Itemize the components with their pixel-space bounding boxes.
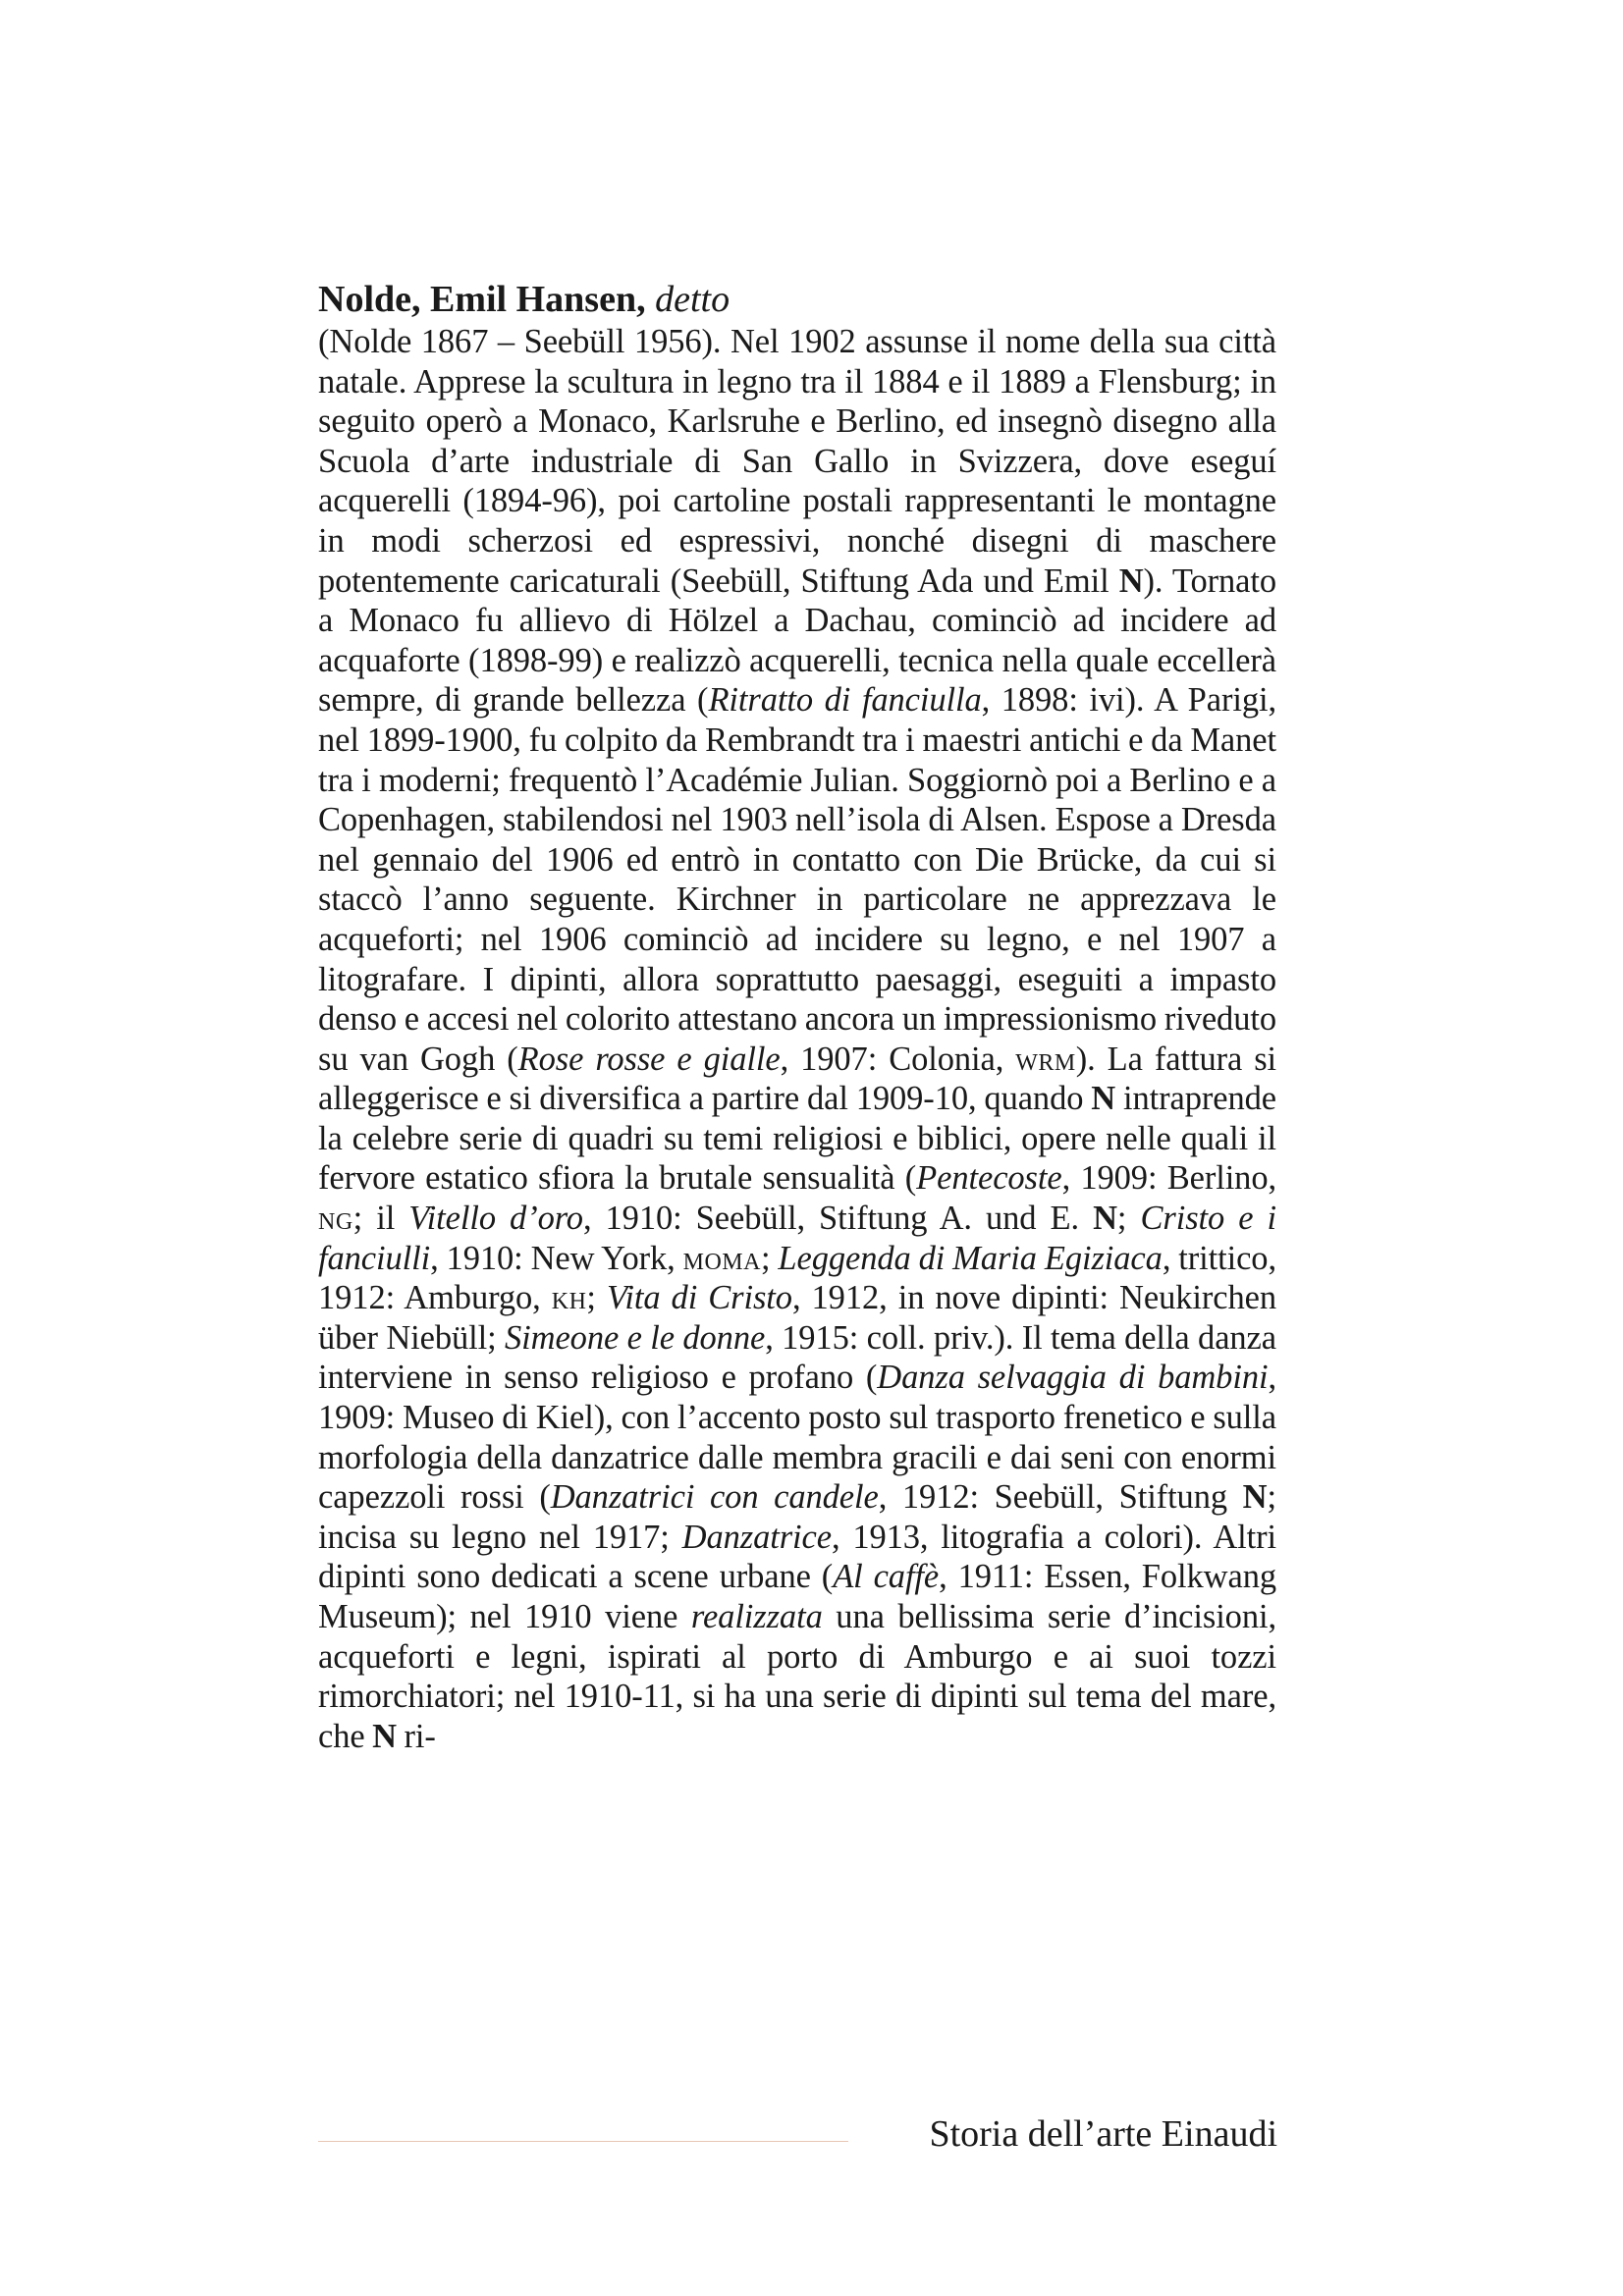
artwork-title: Leggenda di Maria Egiziaca (778, 1239, 1163, 1277)
entry-name-suffix: detto (655, 279, 730, 320)
artist-initial: N (1242, 1478, 1268, 1517)
body-text-segment: ri- (396, 1717, 436, 1755)
artwork-title: Al caffè (833, 1558, 940, 1596)
body-text-segment: , 1910: New York, (430, 1239, 683, 1277)
artwork-title: Vita di Cristo (606, 1279, 792, 1317)
body-text-segment: , 1909: Berlino, (1061, 1159, 1277, 1198)
body-text-segment: ; (760, 1239, 779, 1277)
entry-name: Nolde, Emil Hansen, (318, 279, 646, 320)
artwork-title: Cristo e i fanciulli (318, 1200, 1276, 1277)
body-text-segment: ; (1116, 1200, 1141, 1238)
body-text-segment: , 1915: coll. priv.). Il tema della danza interviene in senso religioso e profano ( (318, 1318, 1276, 1397)
body-text-segment: ; (586, 1279, 607, 1317)
artwork-title: Danzatrice (681, 1518, 832, 1556)
artwork-title: Rose rosse e gialle (517, 1040, 781, 1078)
body-text-segment: ; il (352, 1200, 409, 1238)
body-text-segment: , 1907: Colonia, (780, 1040, 1016, 1078)
artist-initial: N (1118, 561, 1144, 600)
body-text-segment: ; incisa su legno nel 1917; (318, 1478, 1276, 1556)
artwork-title: Pentecoste (916, 1159, 1062, 1198)
body-text-segment: (Nolde 1867 – Seebüll 1956). Nel 1902 assunse il nome della sua città natale. Apprese la scultura in legno tra il 1884 e il 1889 a Flensburg; in seguito operò a Monaco, Karlsruhe e Berlino, ed insegnò disegno alla Scuola d’arte industriale di San Gallo in Svizzera, dove eseguí acquerelli (1894-96), poi cartoline postali rappresentanti le montagne in modi scherzosi ed espressivi, nonché disegni di maschere potentemente caricaturali (Seebüll, Stiftung Ada und Emil (318, 323, 1276, 600)
body-text-segment: ). Tornato a Monaco fu allievo di Hölzel a Dachau, cominciò ad incidere ad acquaforte (1898-99) e realizzò acquerelli, tecnica nella quale eccellerà sempre, di grande bellezza ( (318, 561, 1276, 720)
artist-initial: N (1093, 1200, 1117, 1238)
encyclopedia-entry (318, 277, 1276, 1756)
body-text-segment: , 1913, litografia a colori). Altri dipinti sono dedicati a scene urbane ( (318, 1518, 1276, 1596)
museum-abbreviation: ng (318, 1200, 353, 1238)
entry-body (318, 322, 1276, 1756)
museum-abbreviation: kh (551, 1279, 587, 1317)
artwork-title: Danza selvaggia di bambini (877, 1359, 1269, 1397)
artwork-title: Ritratto di fanciulla (708, 681, 982, 720)
body-text-segment: , 1910: Seebüll, Stiftung A. und E. (582, 1200, 1094, 1238)
museum-abbreviation: moma (682, 1239, 761, 1277)
artwork-title: realizzata (690, 1598, 823, 1635)
footer-title: Storia dell’arte Einaudi (929, 2113, 1277, 2155)
footer-rule (318, 2141, 848, 2142)
body-text-segment: , 1909: Museo di Kiel), con l’accento posto sul trasporto frenetico e sulla morfologia della danzatrice dalle membra gracili e dai seni con enormi capezzoli rossi ( (318, 1359, 1276, 1517)
artwork-title: Vitello d’oro (408, 1200, 583, 1238)
artwork-title: Danzatrici con candele (550, 1478, 879, 1517)
artist-initial: N (1091, 1080, 1116, 1118)
body-text-segment: , 1911: Essen, Folkwang Museum); nel 1910 viene (318, 1558, 1277, 1635)
museum-abbreviation: wrm (1015, 1040, 1076, 1078)
body-text-segment: , 1912, in nove dipinti: Neukirchen über Niebüll; (318, 1279, 1276, 1357)
entry-heading (318, 277, 1276, 322)
artwork-title: Simeone e le donne (505, 1318, 766, 1357)
body-text-segment: intraprende la celebre serie di quadri su temi religiosi e biblici, opere nelle quali il fervore estatico sfiora la brutale sensualità ( (318, 1080, 1276, 1198)
body-text-segment: ). La fattura si alleggerisce e si diversifica a partire dal 1909-10, quando (318, 1040, 1277, 1118)
body-text-segment: , trittico, 1912: Amburgo, (318, 1239, 1276, 1317)
body-text-segment: , 1912: Seebüll, Stiftung (878, 1478, 1243, 1517)
body-text-segment: , 1898: ivi). A Parigi, nel 1899-1900, fu colpito da Rembrandt tra i maestri antichi e da Manet tra i moderni; frequentò l’Académie Julian. Soggiornò poi a Berlino e a Copenhagen, stabilendosi nel 1903 nell’isola di Alsen. Espose a Dresda nel gennaio del 1906 ed entrò in contatto con Die Brücke, da cui si staccò l’anno seguente. Kirchner in particolare ne apprezzava le acqueforti; nel 1906 cominciò ad incidere su legno, e nel 1907 a litografare. I dipinti, allora soprattutto paesaggi, eseguiti a impasto denso e accesi nel colorito attestano ancora un impressionismo riveduto su van Gogh ( (318, 681, 1276, 1078)
body-text-segment: una bellissima serie d’incisioni, acqueforti e legni, ispirati al porto di Amburgo e ai suoi tozzi rimorchiatori; nel 1910-11, si ha una serie di dipinti sul tema del mare, che (318, 1598, 1276, 1755)
artist-initial: N (372, 1717, 397, 1755)
